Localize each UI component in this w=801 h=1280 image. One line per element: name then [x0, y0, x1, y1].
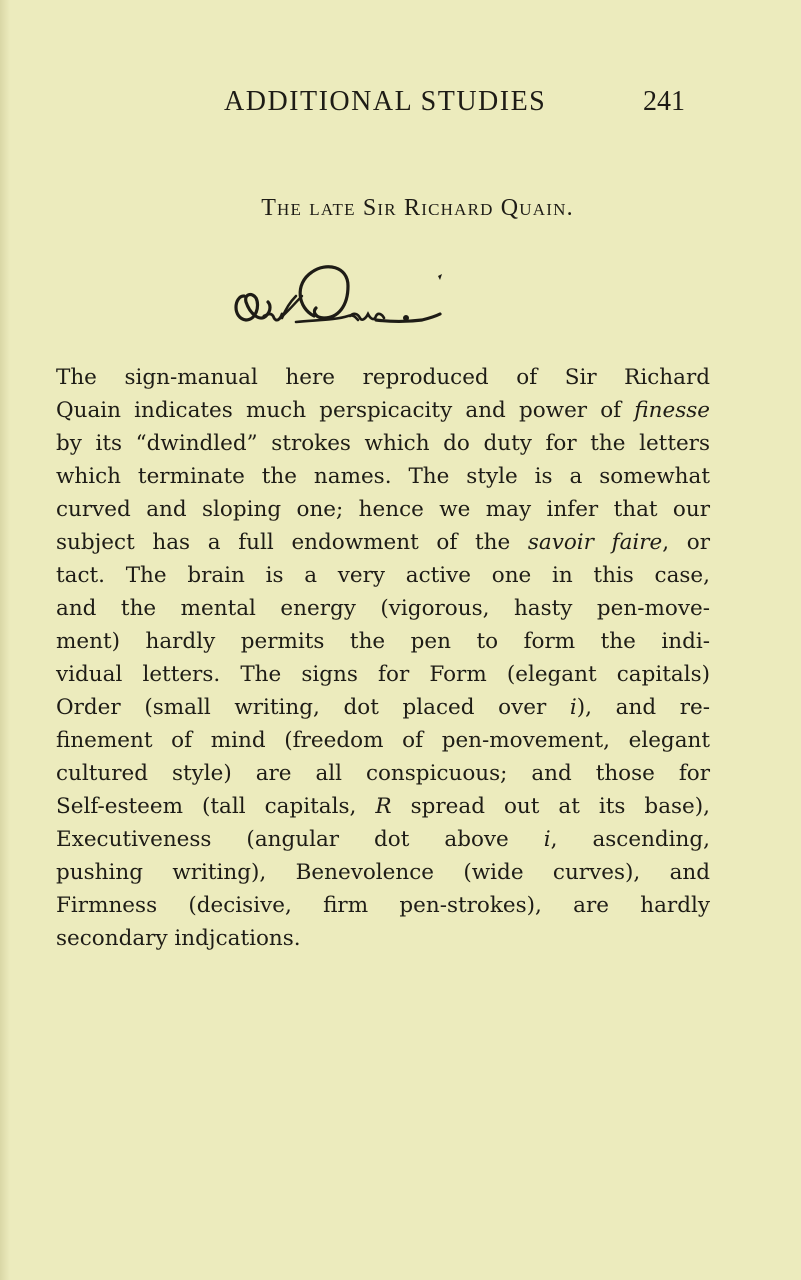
body-line: Quain indicates much perspicacity and power of finesse: [56, 398, 710, 423]
body-line: Self-esteem (tall capitals, R spread out at its base),: [56, 794, 710, 819]
body-line: finement of mind (freedom of pen-movement, elegant: [56, 728, 710, 753]
body-line: cultured style) are all conspicuous; and those for: [56, 761, 710, 786]
plate-caption: The late Sir Richard Quain.: [261, 195, 574, 221]
body-line: which terminate the names. The style is a somewhat: [56, 464, 710, 489]
body-line: tact. The brain is a very active one in this case,: [56, 563, 710, 588]
page-edge-shadow: [0, 0, 10, 1280]
body-line: by its “dwindled” strokes which do duty for the letters: [56, 431, 710, 456]
body-line: The sign-manual here reproduced of Sir Richard: [56, 365, 710, 390]
header-title: ADDITIONAL STUDIES: [224, 86, 547, 117]
running-header: [0, 86, 801, 122]
body-line: Order (small writing, dot placed over i), and re-: [56, 695, 710, 720]
body-line: Executiveness (angular dot above i, ascending,: [56, 827, 710, 852]
body-paragraph: [56, 361, 710, 955]
page-number: 241: [643, 86, 685, 117]
body-line: curved and sloping one; hence we may infer that our: [56, 497, 710, 522]
body-line: ment) hardly permits the pen to form the indi-: [56, 629, 710, 654]
body-line: and the mental energy (vigorous, hasty pen-move-: [56, 596, 710, 621]
body-line: Firmness (decisive, firm pen-strokes), are hardly: [56, 893, 710, 918]
body-line: pushing writing), Benevolence (wide curves), and: [56, 860, 710, 885]
body-line: vidual letters. The signs for Form (elegant capitals): [56, 662, 710, 687]
body-line: subject has a full endowment of the savoir faire, or: [56, 530, 710, 555]
body-line: secondary indjcations.: [56, 926, 301, 951]
signature-image: [226, 256, 586, 336]
